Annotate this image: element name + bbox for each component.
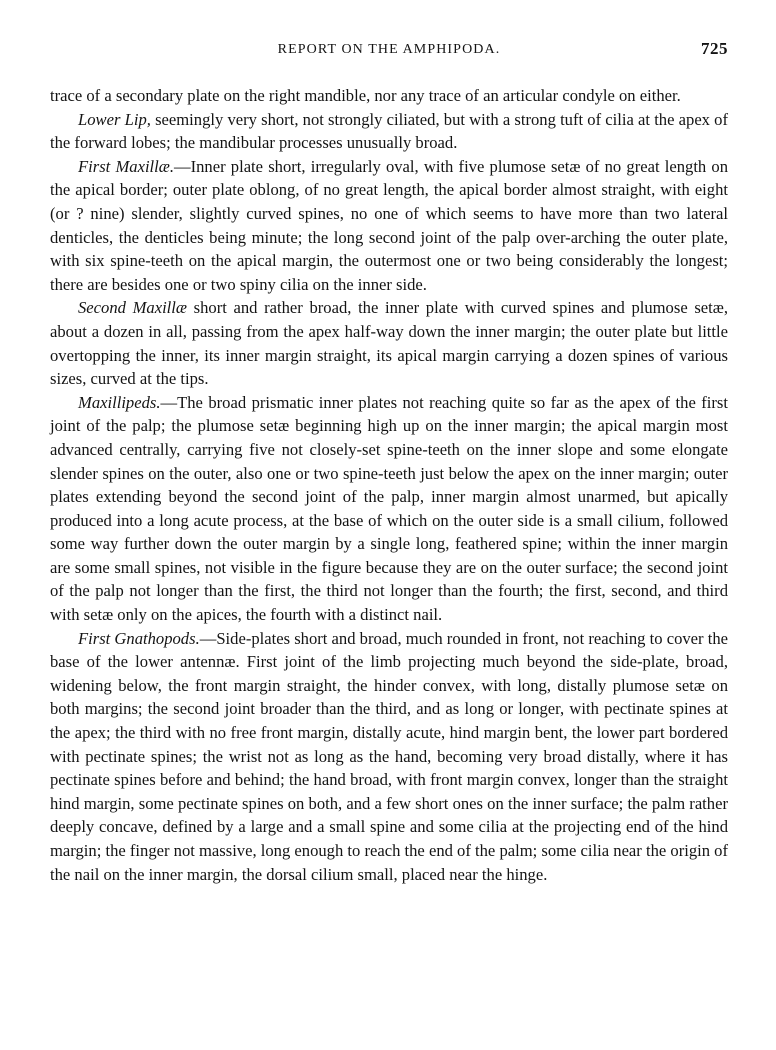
running-head bbox=[50, 38, 728, 64]
paragraph-lower-lip bbox=[50, 108, 728, 155]
paragraph-text: —Inner plate short, irregularly oval, with five plumose setæ of no great length on the apical border; outer plate oblong, of no great length, the apical border almost straight, with eight (or ? nine) slender, slightly curved spines, no one of which seems to have more than two lateral denticles, the denticles being minute; the long second joint of the palp over-arching the outer plate, with six spine-teeth on the apical margin, the outermost one or two being considerably the longest; there are besides one or two spiny cilia on the inner side. bbox=[50, 156, 729, 294]
paragraph-lead: First Maxillæ. bbox=[78, 156, 174, 176]
paragraph-first-maxillae bbox=[50, 155, 728, 297]
paragraph-lead: Second Maxillæ bbox=[78, 298, 187, 318]
page-number: 725 bbox=[701, 39, 728, 58]
paragraph-text: —Side-plates short and broad, much rounded in front, not reaching to cover the base of the lower antennæ. First joint of the limb projecting much beyond the side-plate, broad, widening below, the front margin straight, the hinder convex, with long, distally plumose setæ on both margins; the second joint broader than the third, and as long or longer, with pectinate spines at the apex; the third with no free front margin, distally acute, hind margin bent, the lower part bordered with pectinate spines; the wrist not as long as the hand, becoming very broad distally, where it has pectinate spines before and behind; the hand broad, with front margin convex, longer than the straight hind margin, some pectinate spines on both, and a few short ones on the inner surface; the palm rather deeply concave, defined by a large and a small spine and some cilia at the projecting end of the hind margin; the finger not massive, long enough to reach the end of the palm; some cilia near the origin of the nail on the inner margin, the dorsal cilium small, placed near the hinge. bbox=[50, 628, 729, 884]
paragraph-mandible-continuation bbox=[50, 84, 728, 108]
page bbox=[50, 38, 728, 886]
paragraph-text: short and rather broad, the inner plate with curved spines and plumose setæ, about a dozen in all, passing from the apex half-way down the inner margin; the outer plate but little overtopping the inner, its inner margin straight, its apical margin carrying a dozen spines of various sizes, curved at the tips. bbox=[50, 298, 728, 389]
paragraph-text: trace of a secondary plate on the right mandible, nor any trace of an articular condyle on either. bbox=[50, 86, 681, 105]
paragraph-lead: Lower Lip, bbox=[78, 109, 151, 129]
paragraph-text: seemingly very short, not strongly ciliated, but with a strong tuft of cilia at the apex of the forward lobes; the mandibular processes unusually broad. bbox=[50, 109, 728, 153]
paragraph-lead: Maxillipeds. bbox=[78, 392, 161, 412]
running-title: REPORT ON THE AMPHIPODA. bbox=[277, 42, 501, 57]
paragraph-lead: First Gnathopods. bbox=[78, 628, 200, 648]
paragraph-text: —The broad prismatic inner plates not reaching quite so far as the apex of the first joint of the palp; the plumose setæ beginning high up on the inner margin; the apical margin most advanced centrally, carrying five not closely-set spine-teeth on the inner slope and some elongate slender spines on the outer, also one or two spine-teeth just below the apex on the inner margin; outer plates extending beyond the second joint of the palp, inner margin almost unarmed, but apically produced into a long acute process, at the base of which on the outer side is a small cilium, followed some way further down the outer margin by a single long, feathered spine; within the inner margin are some small spines, not visible in the figure because they are on the outer surface; the second joint of the palp not longer than the first, the third not longer than the fourth; the first, second, and third with setæ only on the apices, the fourth with a distinct nail. bbox=[50, 392, 728, 625]
paragraph-maxillipeds bbox=[50, 391, 728, 627]
paragraph-second-maxillae bbox=[50, 296, 728, 390]
body-text bbox=[50, 84, 728, 886]
paragraph-first-gnathopods bbox=[50, 627, 728, 887]
